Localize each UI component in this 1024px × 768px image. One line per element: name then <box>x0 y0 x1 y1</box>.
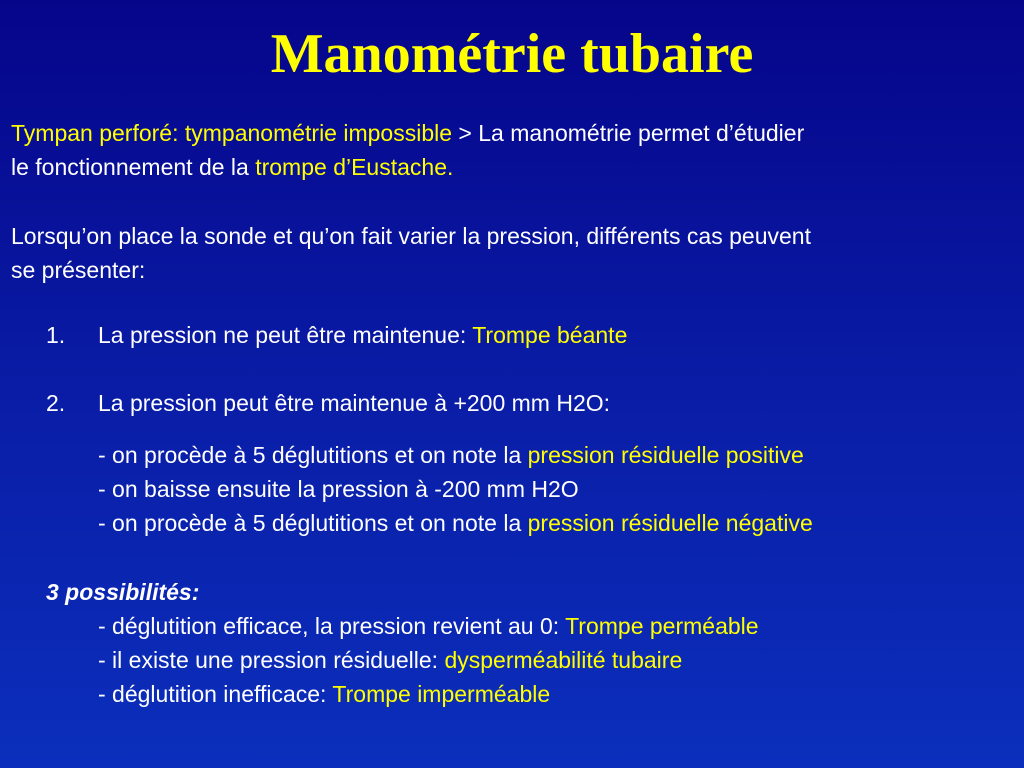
possibility-text: - il existe une pression résiduelle: <box>98 647 445 673</box>
case-highlight: Trompe béante <box>472 322 628 348</box>
possibility-highlight: Trompe imperméable <box>332 681 551 707</box>
step-line-1 <box>98 438 804 472</box>
intro-text-function: le fonctionnement de la <box>11 154 256 180</box>
case-number: 2. <box>46 390 66 416</box>
context-line-2: se présenter: <box>11 257 146 283</box>
step-text: - on procède à 5 déglutitions et on note la <box>98 442 528 468</box>
possibility-text: - déglutition inefficace: <box>98 681 333 707</box>
intro-paragraph <box>11 116 1011 184</box>
possibility-highlight: dysperméabilité tubaire <box>444 647 683 673</box>
possibility-line-3 <box>98 677 550 711</box>
step-highlight: pression résiduelle négative <box>527 510 813 536</box>
possibility-highlight: Trompe perméable <box>565 613 759 639</box>
possibilities-heading: 3 possibilités: <box>46 579 200 605</box>
case-item-2 <box>46 386 610 420</box>
case-text: La pression peut être maintenue à +200 mm H2O: <box>98 390 611 416</box>
context-paragraph <box>11 219 1011 287</box>
intro-text-manometry: > La manométrie permet d’étudier <box>452 120 805 146</box>
possibility-text: - déglutition efficace, la pression revient au 0: <box>98 613 566 639</box>
step-line-3 <box>98 506 813 540</box>
intro-highlight-tympan: Tympan perforé: tympanométrie impossible <box>11 120 453 146</box>
case-item-1 <box>46 318 627 352</box>
step-line-2 <box>98 472 579 506</box>
slide-title: Manométrie tubaire <box>270 23 754 85</box>
step-text: - on procède à 5 déglutitions et on note la <box>98 510 528 536</box>
possibility-line-2 <box>98 643 682 677</box>
intro-highlight-eustache: trompe d’Eustache. <box>255 154 454 180</box>
step-highlight: pression résiduelle positive <box>527 442 804 468</box>
case-text: La pression ne peut être maintenue: <box>98 322 473 348</box>
case-number: 1. <box>46 322 66 348</box>
possibility-line-1 <box>98 609 759 643</box>
step-text: - on baisse ensuite la pression à -200 mm H2O <box>98 476 579 502</box>
context-line-1: Lorsqu’on place la sonde et qu’on fait varier la pression, différents cas peuvent <box>11 223 811 249</box>
